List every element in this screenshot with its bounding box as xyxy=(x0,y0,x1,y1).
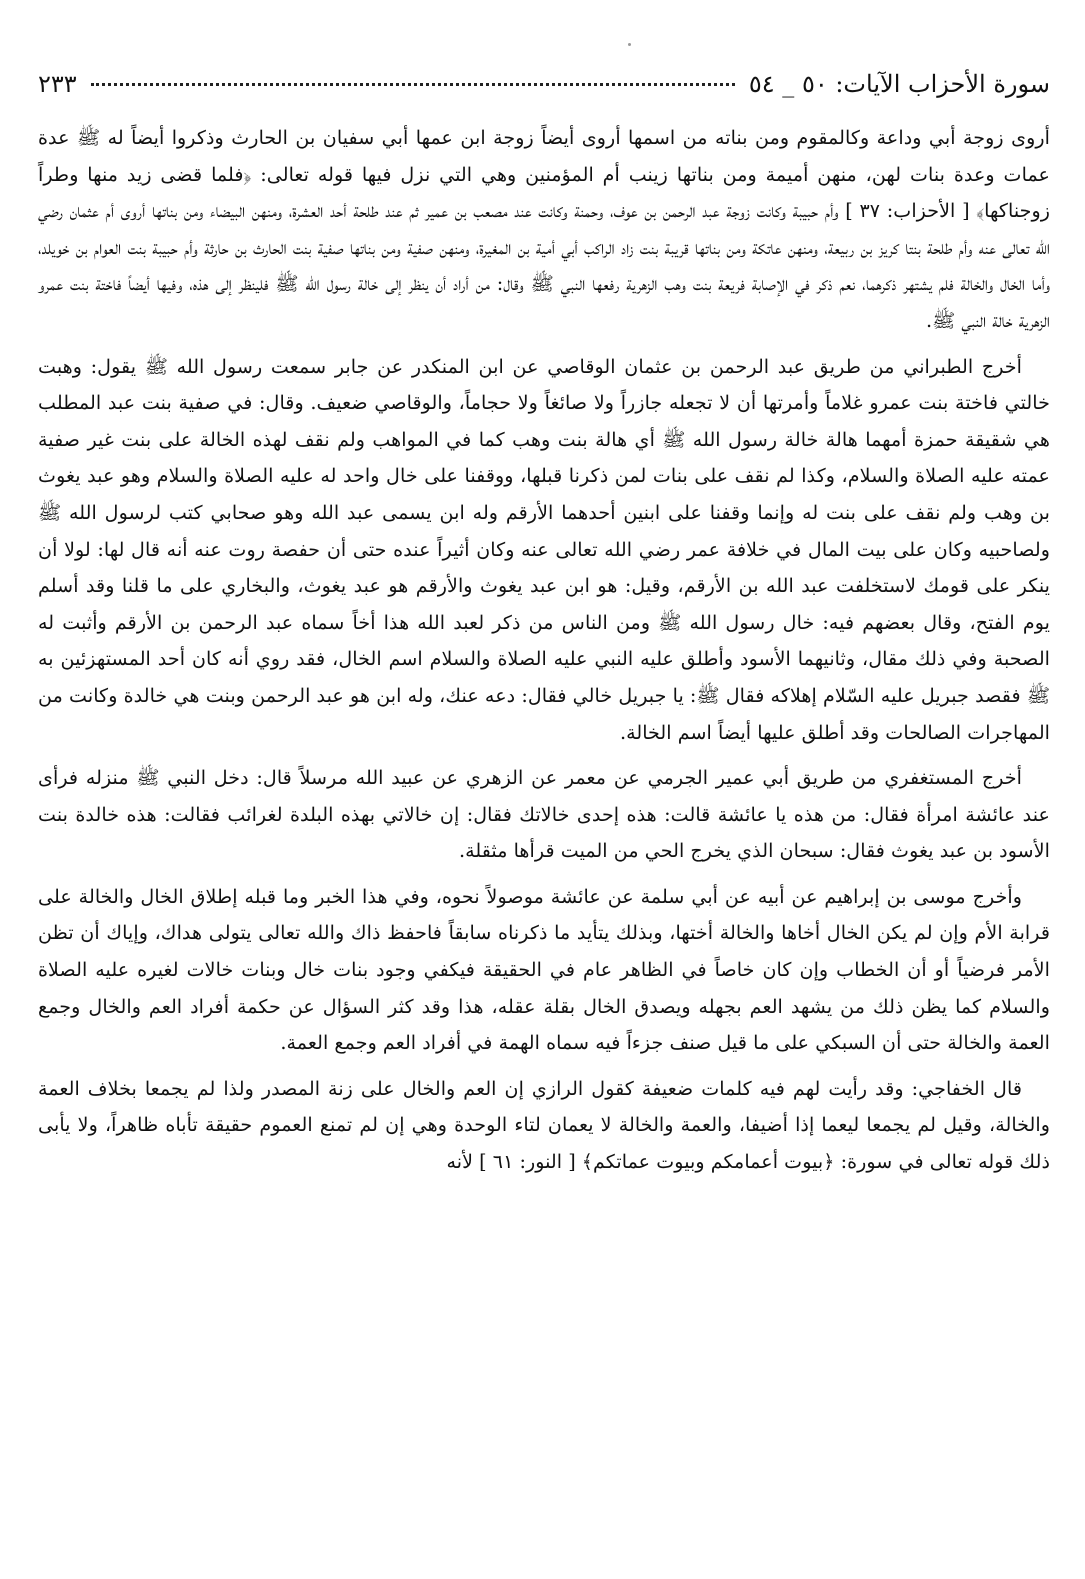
page-number: ٢٣٣ xyxy=(38,70,77,98)
dotted-leader xyxy=(91,83,735,86)
running-header-title: سورة الأحزاب الآيات: ٥٠ _ ٥٤ xyxy=(748,70,1050,98)
paragraph-3: أخرج المستغفري من طريق أبي عمير الجرمي عن معمر عن الزهري عن عبيد الله مرسلاً قال: دخل النبي ﷺ منزله فرأى عند عائشة امرأة فقال: من هذه يا عائشة قالت: هذه إحدى خالاتك فقال: إن خالاتي بهذه البلدة لغرائب فقالت: هذه خالدة بنت الأسود بن عبد يغوث فقال: سبحان الذي يخرج الحي من الميت قرأها مثقلة. xyxy=(38,766,1050,863)
paragraph-1: أروى زوجة أبي وداعة وكالمقوم ومن بناته من اسمها أروى أيضاً زوجة ابن عمها أبي سفيان بن الحارث وذكروا أيضاً له ﷺ عدة عمات وعدة بنات لهن، منهن أميمة ومن بناتها زينب أم المؤمنين وهي التي نزل فيها قوله تعالى: ﴿فلما قضى زيد منها وطراً زوجناكها﴾ [ الأحزاب: ٣٧ ] وأم حبيبة وكانت زوجة عبد الرحمن بن عوف، وحمنة وكانت عند مصعب بن عمير ثم عند طلحة أحد العشرة، ومنهن البيضاء ومن بناتها أروى أم عثمان رضي الله تعالى عنه وأم طلحة بنتا كريز بن ربيعة، ومنهن عاتكة ومن بناتها قريبة بنت زاد الراكب أبي أمية بن المغيرة، ومنهن صفية ومن بناتها صفية بنت الحارث بن حارثة وأم حبيبة بنت العوام بن خويلد، وأما الخال والخالة فلم يشتهر ذكرهما، نعم ذكر في الإصابة فريعة بنت وهب الزهرية رفعها النبي ﷺ وقال: من أراد أن ينظر إلى خالة رسول الله ﷺ فلينظر إلى هذه، وفيها أيضاً فاختة بنت عمرو الزهرية خالة النبي ﷺ. xyxy=(38,126,1051,332)
paragraph-5: قال الخفاجي: وقد رأيت لهم فيه كلمات ضعيفة كقول الرازي إن العم والخال على زنة المصدر ولذا لم يجمعا بخلاف العمة والخالة، وقيل لم يجمعا ليعما إذا أضيفا، والعمة والخالة لا يعمان لتاء الوحدة وهي إن لم تمنع العموم حقيقة تأباه ظاهراً، ولا يأبى ذلك قوله تعالى في سورة: ﴿بيوت أعمامكم وبيوت عماتكم﴾ [ النور: ٦١ ] لأنه xyxy=(38,1076,1050,1174)
running-header xyxy=(38,70,1050,110)
body-text xyxy=(38,120,1050,1181)
paragraph-2: أخرج الطبراني من طريق عبد الرحمن بن عثمان الوقاصي عن ابن المنكدر عن جابر سمعت رسول الله ﷺ يقول: وهبت خالتي فاختة بنت عمرو غلاماً وأمرتها أن لا تجعله جازراً ولا صائغاً ولا حجاماً، والوقاصي ضعيف. وقال: في صفية بنت عبد المطلب هي شقيقة حمزة أمهما هالة خالة رسول الله ﷺ أي هالة بنت وهب كما في المواهب ولم نقف لهذه الخالة على بنت غير صفية عمته عليه الصلاة والسلام، وكذا لم نقف على بنات لمن ذكرنا قبلها، ووقفنا على خال واحد له عليه الصلاة والسلام وهو عبد يغوث بن وهب ولم نقف على بنت له وإنما وقفنا على ابنين أحدهما الأرقم وله ابن يسمى عبد الله وهو صحابي كتب لرسول الله ﷺ ولصاحبيه وكان على بيت المال في خلافة عمر رضي الله تعالى عنه وكان أثيراً عنده حتى أن حفصة روت عنه أنه قال لها: لولا أن ينكر على قومك لاستخلفت عبد الله بن الأرقم، وقيل: هو ابن عبد يغوث والأرقم هو عبد يغوث، والبخاري على ما قلنا وقد أسلم يوم الفتح، وقال بعضهم فيه: خال رسول الله ﷺ ومن الناس من ذكر لعبد الله هذا أخاً سماه عبد الرحمن بن الأرقم وأثبت له الصحبة وفي ذلك مقال، وثانيهما الأسود وأطلق عليه النبي عليه الصلاة والسلام اسم الخال، فقد روي أنه كان أحد المستهزئين به ﷺ فقصد جبريل عليه السّلام إهلاكه فقال ﷺ: يا جبريل خالي فقال: دعه عنك، وله ابن هو عبد الرحمن وبنت هي خالدة وكانت من المهاجرات الصالحات وقد أطلق عليها أيضاً اسم الخالة. xyxy=(38,354,1050,744)
page-speck xyxy=(628,43,631,46)
paragraph-4: وأخرج موسى بن إبراهيم عن أبيه عن أبي سلمة عن عائشة موصولاً نحوه، وفي هذا الخبر وما قبله إطلاق الخال والخالة على قرابة الأم وإن لم يكن الخال أخاها والخالة أختها، وبذلك يتأيد ما ذكرناه سابقاً فاحفظ ذاك والله تعالى يتولى هداك، وإياك أن تظن الأمر فرضياً أو أن الخطاب وإن كان خاصاً في الظاهر عام في الحقيقة فيكفي وجود بنات خال وبنات خالات لغيره عليه الصلاة والسلام كما يظن ذلك من يشهد العم بجهله ويصدق الخال بقلة عقله، هذا وقد كثر السؤال عن حكمة أفراد العم والخال وجمع العمة والخالة حتى أن السبكي على ما قيل صنف جزءاً فيه سماه الهمة في أفراد العم وجمع العمة. xyxy=(38,884,1050,1055)
document-page xyxy=(38,70,1050,1190)
